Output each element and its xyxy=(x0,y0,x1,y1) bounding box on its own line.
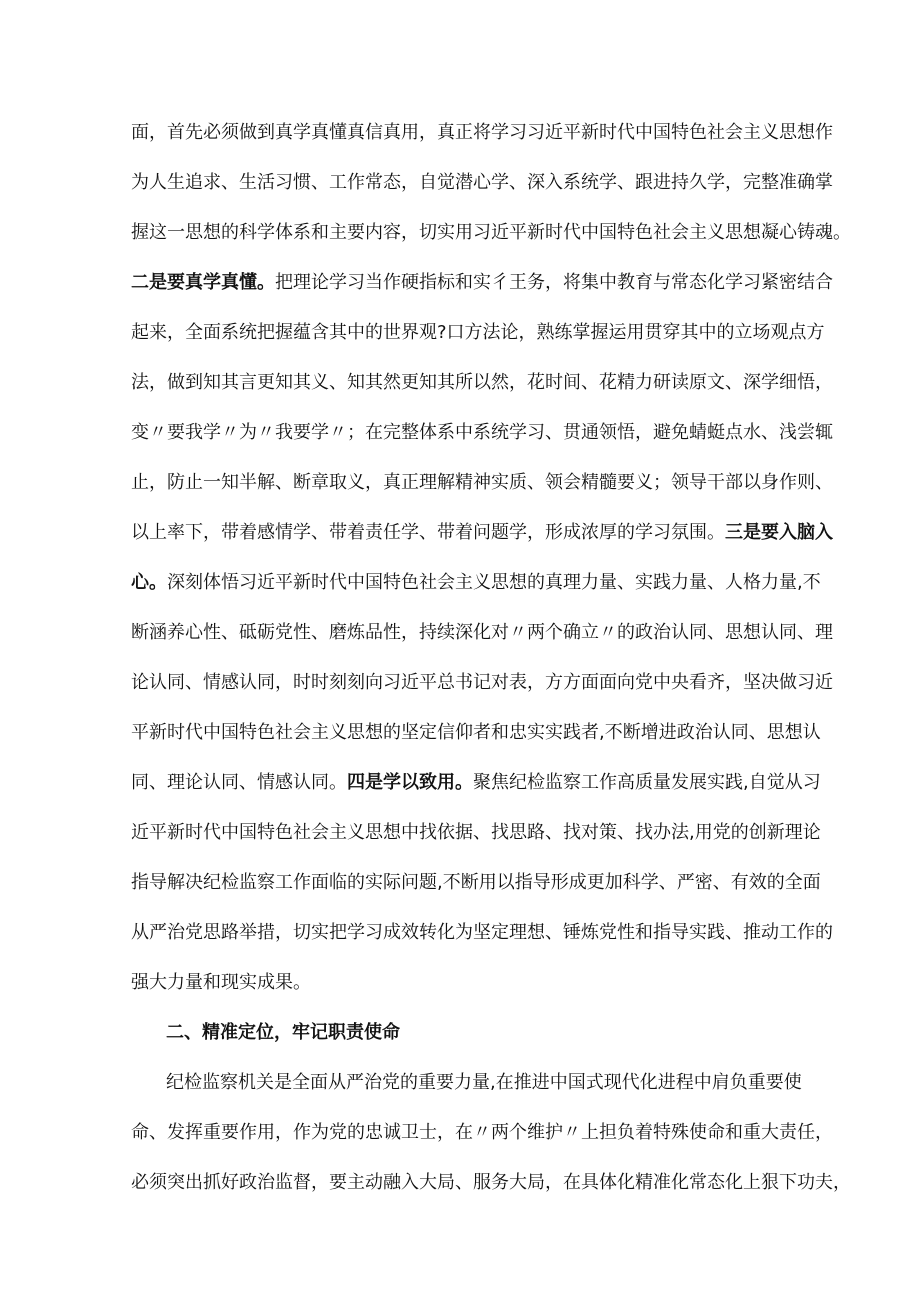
body-line: 法，做到知其言更知其义、知其然更知其所以然，花时间、花精力研读原文、深学细悟， xyxy=(131,372,833,393)
body-line: 止，防止一知半解、断章取义，真正理解精神实质、领会精髓要义；领导干部以身作则、 xyxy=(131,472,833,493)
body-line: 断涵养心性、砥砺党性、磨炼品性，持续深化对〃两个确立〃的政治认同、思想认同、理 xyxy=(131,622,833,643)
body-line: 必须突出抓好政治监督，要主动融入大局、服务大局，在具体化精准化常态化上狠下功夫， xyxy=(131,1172,851,1193)
body-line: 强大力量和现实成果。 xyxy=(131,972,311,993)
body-line: 面，首先必须做到真学真懂真信真用，真正将学习习近平新时代中国特色社会主义思想作 xyxy=(131,122,833,143)
body-line xyxy=(131,766,821,800)
body-line: 论认同、情感认同，时时刻刻向习近平总书记对表，方方面面向党中央看齐，坚决做习近 xyxy=(131,672,833,693)
body-line: 为人生追求、生活习惯、工作常态，自觉潜心学、深入系统学、跟进持久学，完整准确掌 xyxy=(131,172,833,193)
bold-lead-phrase: 三是要入脑入 xyxy=(725,522,833,543)
body-line: 命、发挥重要作用，作为党的忠诚卫士，在〃两个维护〃上担负着特殊使命和重大责任， xyxy=(131,1122,833,1143)
section-heading: 二、精准定位，牢记职责使命 xyxy=(166,1022,400,1043)
body-line: 指导解决纪检监察工作面临的实际问题,不断用以指导形成更加科学、严密、有效的全面 xyxy=(131,872,821,893)
body-line: 变〃要我学〃为〃我要学〃；在完整体系中系统学习、贯通领悟，避免蜻蜓点水、浅尝辄 xyxy=(131,422,833,443)
body-line: 平新时代中国特色社会主义思想的坚定信仰者和忠实实践者,不断增进政治认同、思想认 xyxy=(131,722,821,743)
body-line: 纪检监察机关是全面从严治党的重要力量,在推进中国式现代化进程中肩负重要使 xyxy=(166,1072,802,1093)
body-line: 起来，全面系统把握蕴含其中的世界观?口方法论，熟练掌握运用贯穿其中的立场观点方 xyxy=(131,322,825,343)
body-line xyxy=(131,266,833,300)
body-line: 从严治党思路举措，切实把学习成效转化为坚定理想、锤炼党性和指导实践、推动工作的 xyxy=(131,922,833,943)
bold-lead-phrase: 二是要真学真懂。 xyxy=(131,272,275,293)
body-line xyxy=(131,516,833,550)
line-text: 同、理论认同、情感认同。 xyxy=(131,772,347,793)
line-text: 以上率下，带着感情学、带着责任学、带着问题学，形成浓厚的学习氛围。 xyxy=(131,522,725,543)
line-text: 聚焦纪检监察工作高质量发展实践,自觉从习 xyxy=(473,772,821,793)
bold-lead-phrase: 心。 xyxy=(131,572,167,593)
line-text: 深刻体悟习近平新时代中国特色社会主义思想的真理力量、实践力量、人格力量,不 xyxy=(167,572,821,593)
bold-lead-phrase: 四是学以致用。 xyxy=(347,772,473,793)
body-line: 近平新时代中国特色社会主义思想中找依据、找思路、找对策、找办法,用党的创新理论 xyxy=(131,822,821,843)
body-line xyxy=(131,566,821,600)
body-line: 握这一思想的科学体系和主要内容，切实用习近平新时代中国特色社会主义思想凝心铸魂。 xyxy=(131,222,851,243)
line-text: 把理论学习当作硬指标和实彳王务，将集中教育与常态化学习紧密结合 xyxy=(275,272,833,293)
